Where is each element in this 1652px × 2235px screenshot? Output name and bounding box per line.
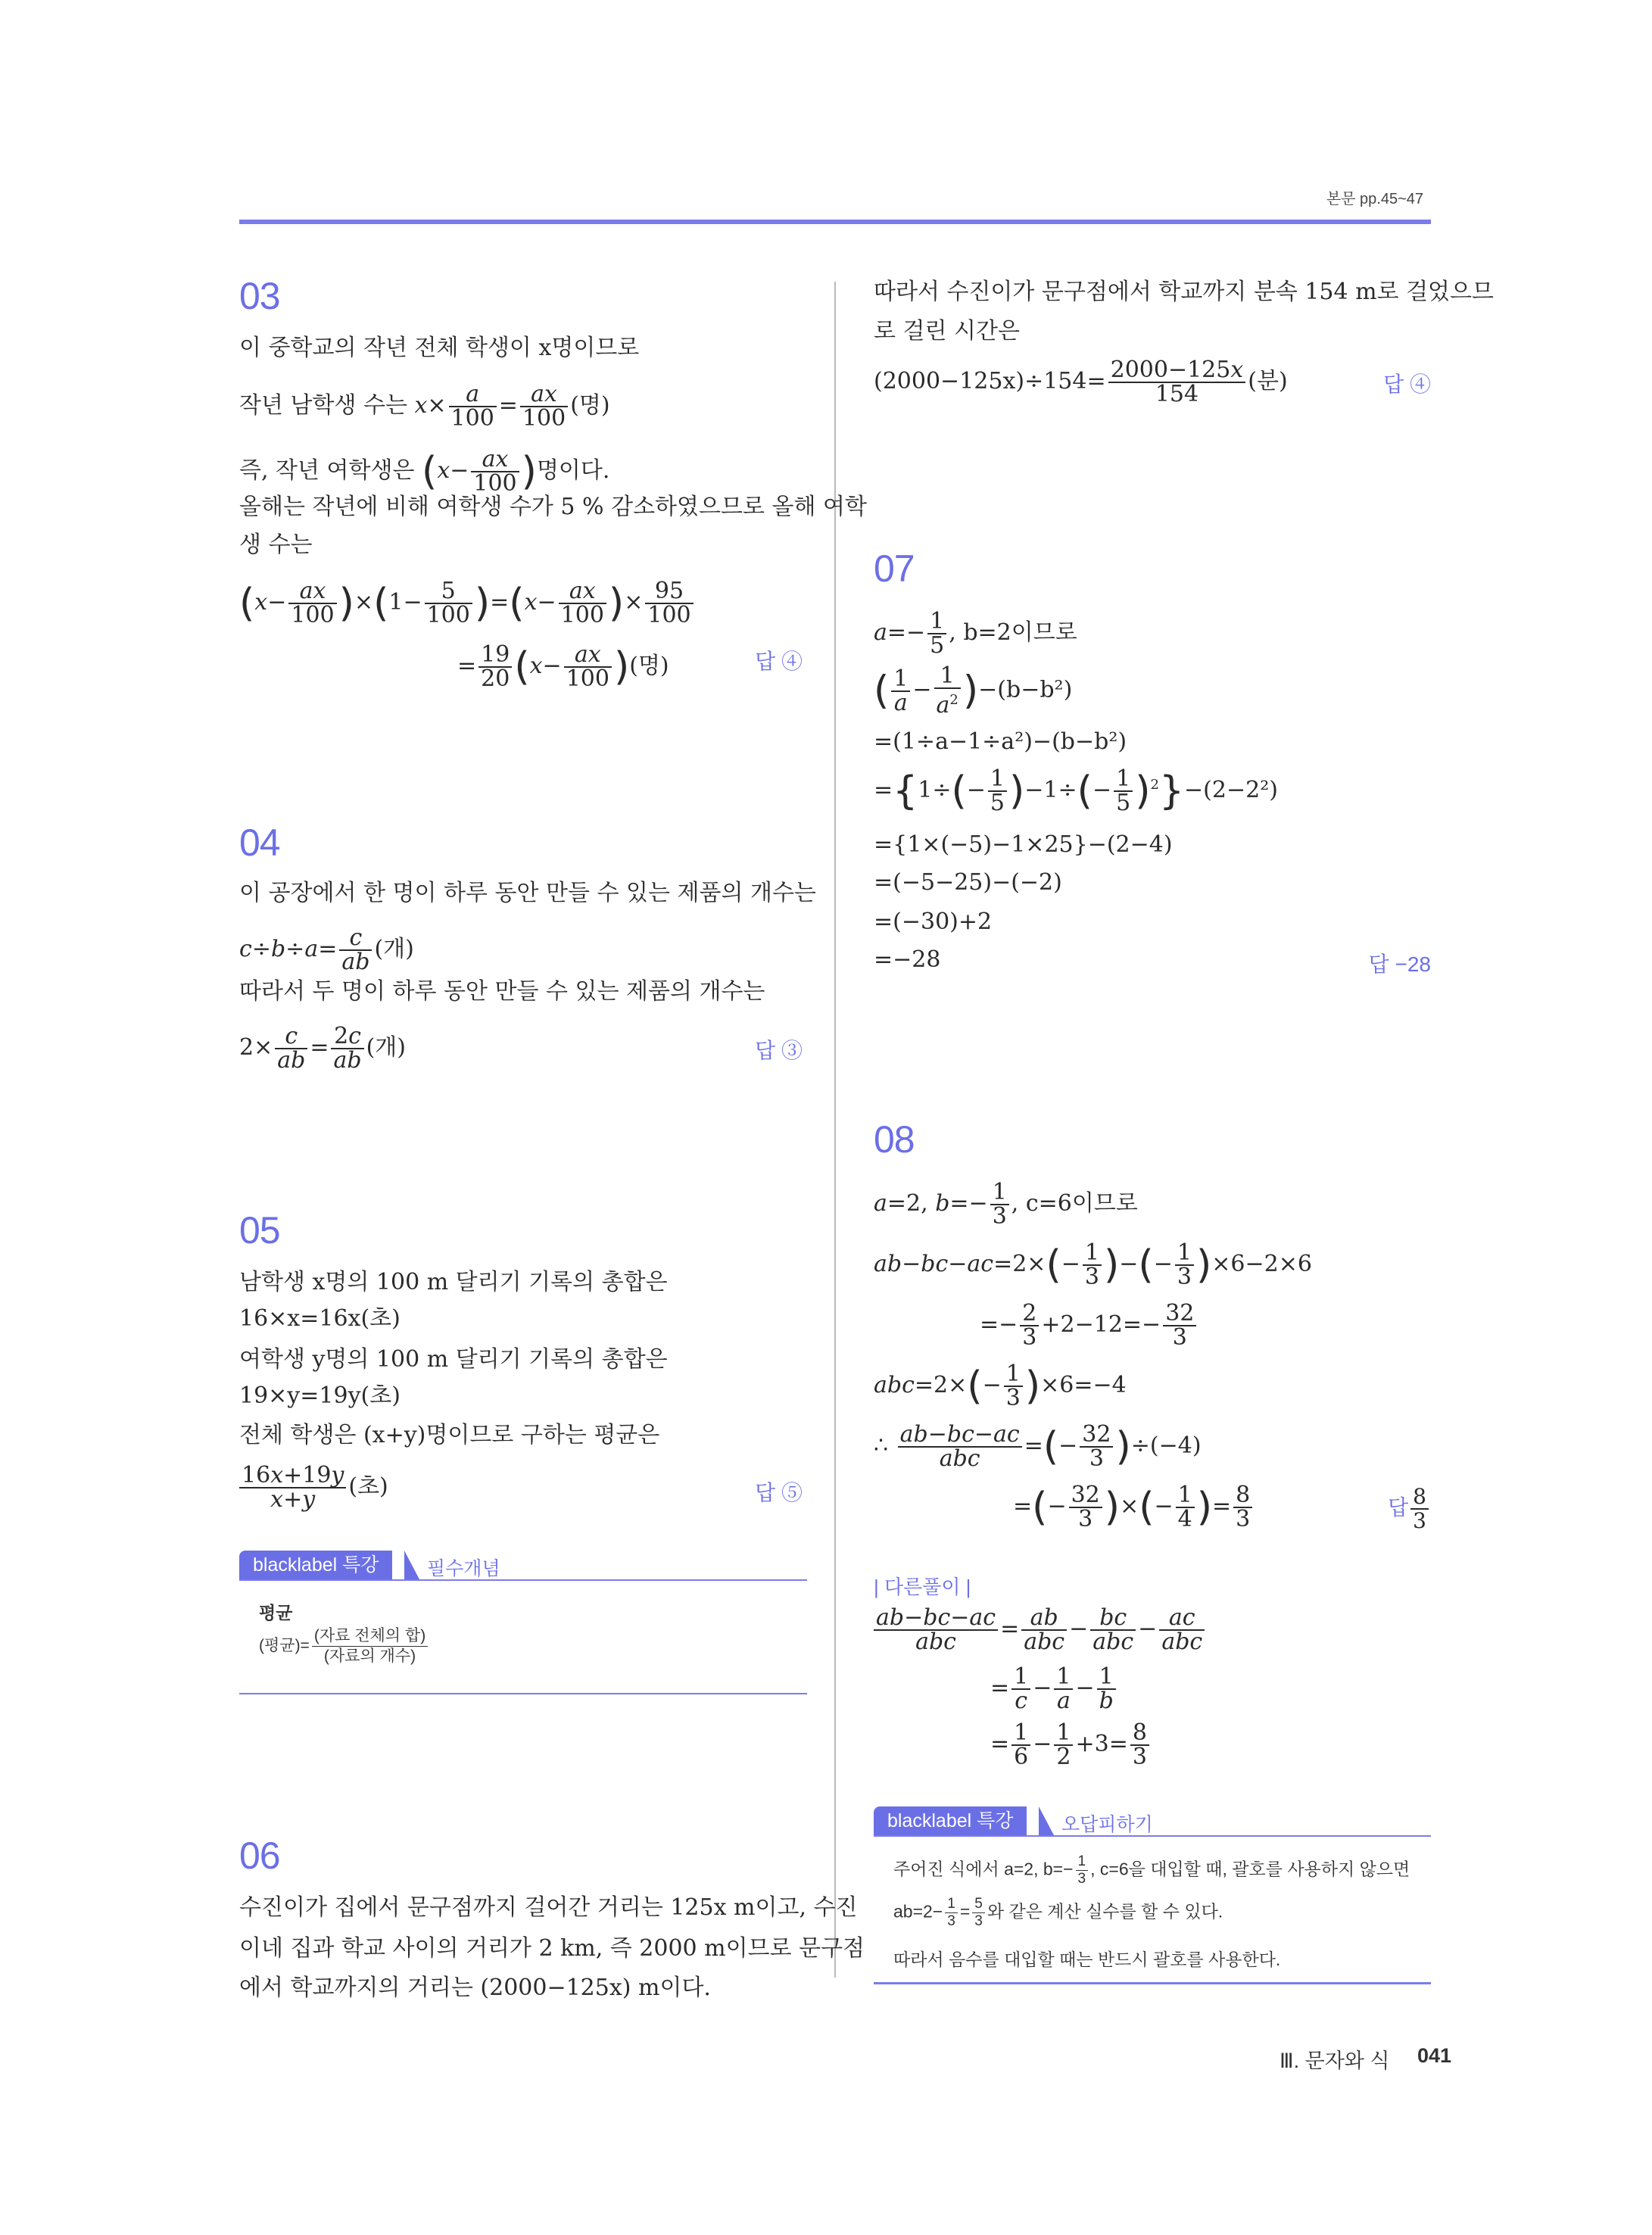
problem-number-04: 04 — [239, 821, 280, 864]
p03-equation1: (x− $\frac{ax}{100}$ )×(1− $\frac{5}{100}$ )=(x− $\frac{ax}{100}$ )× $\frac{95}{100}$ — [239, 580, 696, 627]
p08-line5: ∴ $\frac{ab-bc-ac}{\text{abc}}$ =(− $\frac{32}{3}$ )÷(−4) — [874, 1421, 1202, 1472]
box08-line1: 주어진 식에서 a=2, b=− $\frac{1}{3}$ , c=6을 대입할 때, 괄호를 사용하지 않으면 — [893, 1853, 1410, 1887]
p04-line4: 2× $\frac{c}{ab}$ = $\frac{2c}{ab}$ (개) — [239, 1023, 406, 1074]
pill-tail-08 — [1039, 1806, 1054, 1835]
p04-answer: 답 ③ — [755, 1039, 803, 1062]
p07-line6: =(−5−25)−(−2) — [874, 869, 1062, 896]
box-title-05: 평균 — [259, 1603, 293, 1622]
blacklabel-pill-08: blacklabel 특강 — [874, 1806, 1027, 1835]
p05-line5: 전체 학생은 (x+y)명이므로 구하는 평균은 — [239, 1422, 660, 1448]
p05-line2: 16×x=16x(초) — [239, 1305, 401, 1332]
p04-line1: 이 공장에서 한 명이 하루 동안 만들 수 있는 제품의 개수는 — [239, 880, 816, 906]
p07-answer: 답 −28 — [1368, 952, 1431, 976]
footer-page-number: 041 — [1417, 2044, 1452, 2067]
problem-number-08: 08 — [874, 1118, 915, 1161]
header-rule — [239, 220, 1431, 224]
box-bottom-rule-05 — [239, 1693, 807, 1694]
p06-line5: 로 걸린 시간은 — [874, 318, 1020, 344]
box08-line2: ab=2− $\frac{1}{3}$ = $\frac{5}{3}$ 와 같은 계산 실수를 할 수 있다. — [893, 1896, 1223, 1929]
p04-line2: c÷b÷a= $\frac{c}{ab}$ (개) — [239, 924, 414, 975]
p08-line2: ab−bc−ac=2×(− $\frac{1}{3}$ )−(− $\frac{1}{3}$ )×6−2×6 — [874, 1239, 1312, 1290]
p06-line1: 수진이가 집에서 문구점까지 걸어간 거리는 125x m이고, 수진 — [239, 1894, 858, 1921]
p08-line4: abc=2×(− $\frac{1}{3}$ )×6=−4 — [874, 1361, 1127, 1411]
box-top-rule-05 — [239, 1579, 807, 1581]
blacklabel-pill-05: blacklabel 특강 — [239, 1551, 392, 1579]
box-tag-05: 필수개념 — [427, 1558, 500, 1579]
alt-solution-label: | 다른풀이 | — [874, 1576, 971, 1598]
p07-line8: =−28 — [874, 946, 941, 973]
p07-line5: ={1×(−5)−1×25}−(2−4) — [874, 831, 1173, 858]
box-formula-05: (평균)= $\frac{\text{(자료 전체의 합)}}{\text{(자료의 개수)}}$ — [259, 1626, 430, 1666]
alt-line3: = $\frac{1}{6}$ − $\frac{1}{2}$ +3= $\frac{8}{3}$ — [990, 1722, 1152, 1769]
box-top-rule-08 — [874, 1835, 1431, 1837]
alt-line1: $\frac{ab-bc-ac}{\text{abc}}$ = $\frac{ab}{\text{abc}}$ − $\frac{bc}{\text{abc}}$ − $\frac{ac}{\text{abc}}$ — [874, 1607, 1207, 1654]
problem-number-07: 07 — [874, 547, 915, 590]
p03-line3: 즉, 작년 여학생은 (x− $\frac{ax}{100}$ )명이다. — [239, 446, 610, 497]
p06-line4: 따라서 수진이가 문구점에서 학교까지 분속 154 m로 걸었으므 — [874, 279, 1495, 305]
p06-answer: 답 ④ — [1383, 372, 1431, 396]
p06-line3: 에서 학교까지의 거리는 (2000−125x) m이다. — [239, 1975, 711, 2001]
p03-line5: 생 수는 — [239, 531, 313, 558]
box-tag-08: 오답피하기 — [1061, 1814, 1153, 1835]
box08-line3: 따라서 음수를 대입할 때는 반드시 괄호를 사용한다. — [893, 1950, 1281, 1969]
p08-line6: =(− $\frac{32}{3}$ )×(− $\frac{1}{4}$ )= $\frac{8}{3}$ — [1013, 1484, 1255, 1531]
p07-line4: ={1÷(− $\frac{1}{5}$ )−1÷(− $\frac{1}{5}$ )$^2$}−(2−2²) — [874, 765, 1278, 816]
p03-answer: 답 ④ — [755, 650, 803, 673]
p05-line3: 여학생 y명의 100 m 달리기 기록의 총합은 — [239, 1346, 668, 1373]
p08-line3: =− $\frac{2}{3}$ +2−12=− $\frac{32}{3}$ — [980, 1302, 1198, 1349]
p07-line2: ( $\frac{1}{a}$ − $\frac{1}{a^2}$ )−(b−b²) — [874, 662, 1073, 719]
p07-line1: a=− $\frac{1}{5}$ , b=2이므로 — [874, 608, 1077, 659]
p05-line1: 남학생 x명의 100 m 달리기 기록의 총합은 — [239, 1269, 668, 1295]
p05-line4: 19×y=19y(초) — [239, 1382, 401, 1409]
pill-tail-05 — [404, 1551, 419, 1579]
problem-number-06: 06 — [239, 1834, 280, 1877]
problem-number-05: 05 — [239, 1209, 280, 1252]
p06-line2: 이네 집과 학교 사이의 거리가 2 km, 즉 2000 m이므로 문구점 — [239, 1935, 865, 1962]
p03-equation2: = $\frac{19}{20}$ (x− $\frac{ax}{100}$ )(명) — [457, 641, 669, 692]
p07-line3: =(1÷a−1÷a²)−(b−b²) — [874, 728, 1127, 755]
p03-line1: 이 중학교의 작년 전체 학생이 x명이므로 — [239, 335, 640, 361]
page-reference: 본문 pp.45~47 — [1326, 191, 1423, 207]
p08-answer: 답 $\frac{8}{3}$ — [1348, 1485, 1431, 1532]
footer-chapter: Ⅲ. 문자와 식 — [1280, 2050, 1390, 2072]
p08-line1: a=2, b=− $\frac{1}{3}$ , c=6이므로 — [874, 1179, 1138, 1230]
box-bottom-rule-08 — [874, 1982, 1431, 1984]
column-divider — [834, 282, 836, 1978]
p05-answer: 답 ⑤ — [755, 1481, 803, 1504]
p04-line3: 따라서 두 명이 하루 동안 만들 수 있는 제품의 개수는 — [239, 978, 765, 1005]
alt-line2: = $\frac{1}{c}$ − $\frac{1}{a}$ − $\frac{1}{b}$ — [990, 1666, 1118, 1713]
p03-line2: 작년 남학생 수는 x× $\frac{a}{100}$ = $\frac{ax}{100}$ (명) — [239, 381, 610, 432]
p03-line4: 올해는 작년에 비해 여학생 수가 5 % 감소하였으므로 올해 여학 — [239, 494, 867, 520]
p05-line6: $\frac{16x+19y}{x+y}$ (초) — [239, 1464, 388, 1511]
p07-line7: =(−30)+2 — [874, 909, 993, 935]
problem-number-03: 03 — [239, 275, 280, 317]
p06-line6: (2000−125x)÷154= $\frac{2000-125x}{154}$ (분) — [874, 357, 1288, 407]
